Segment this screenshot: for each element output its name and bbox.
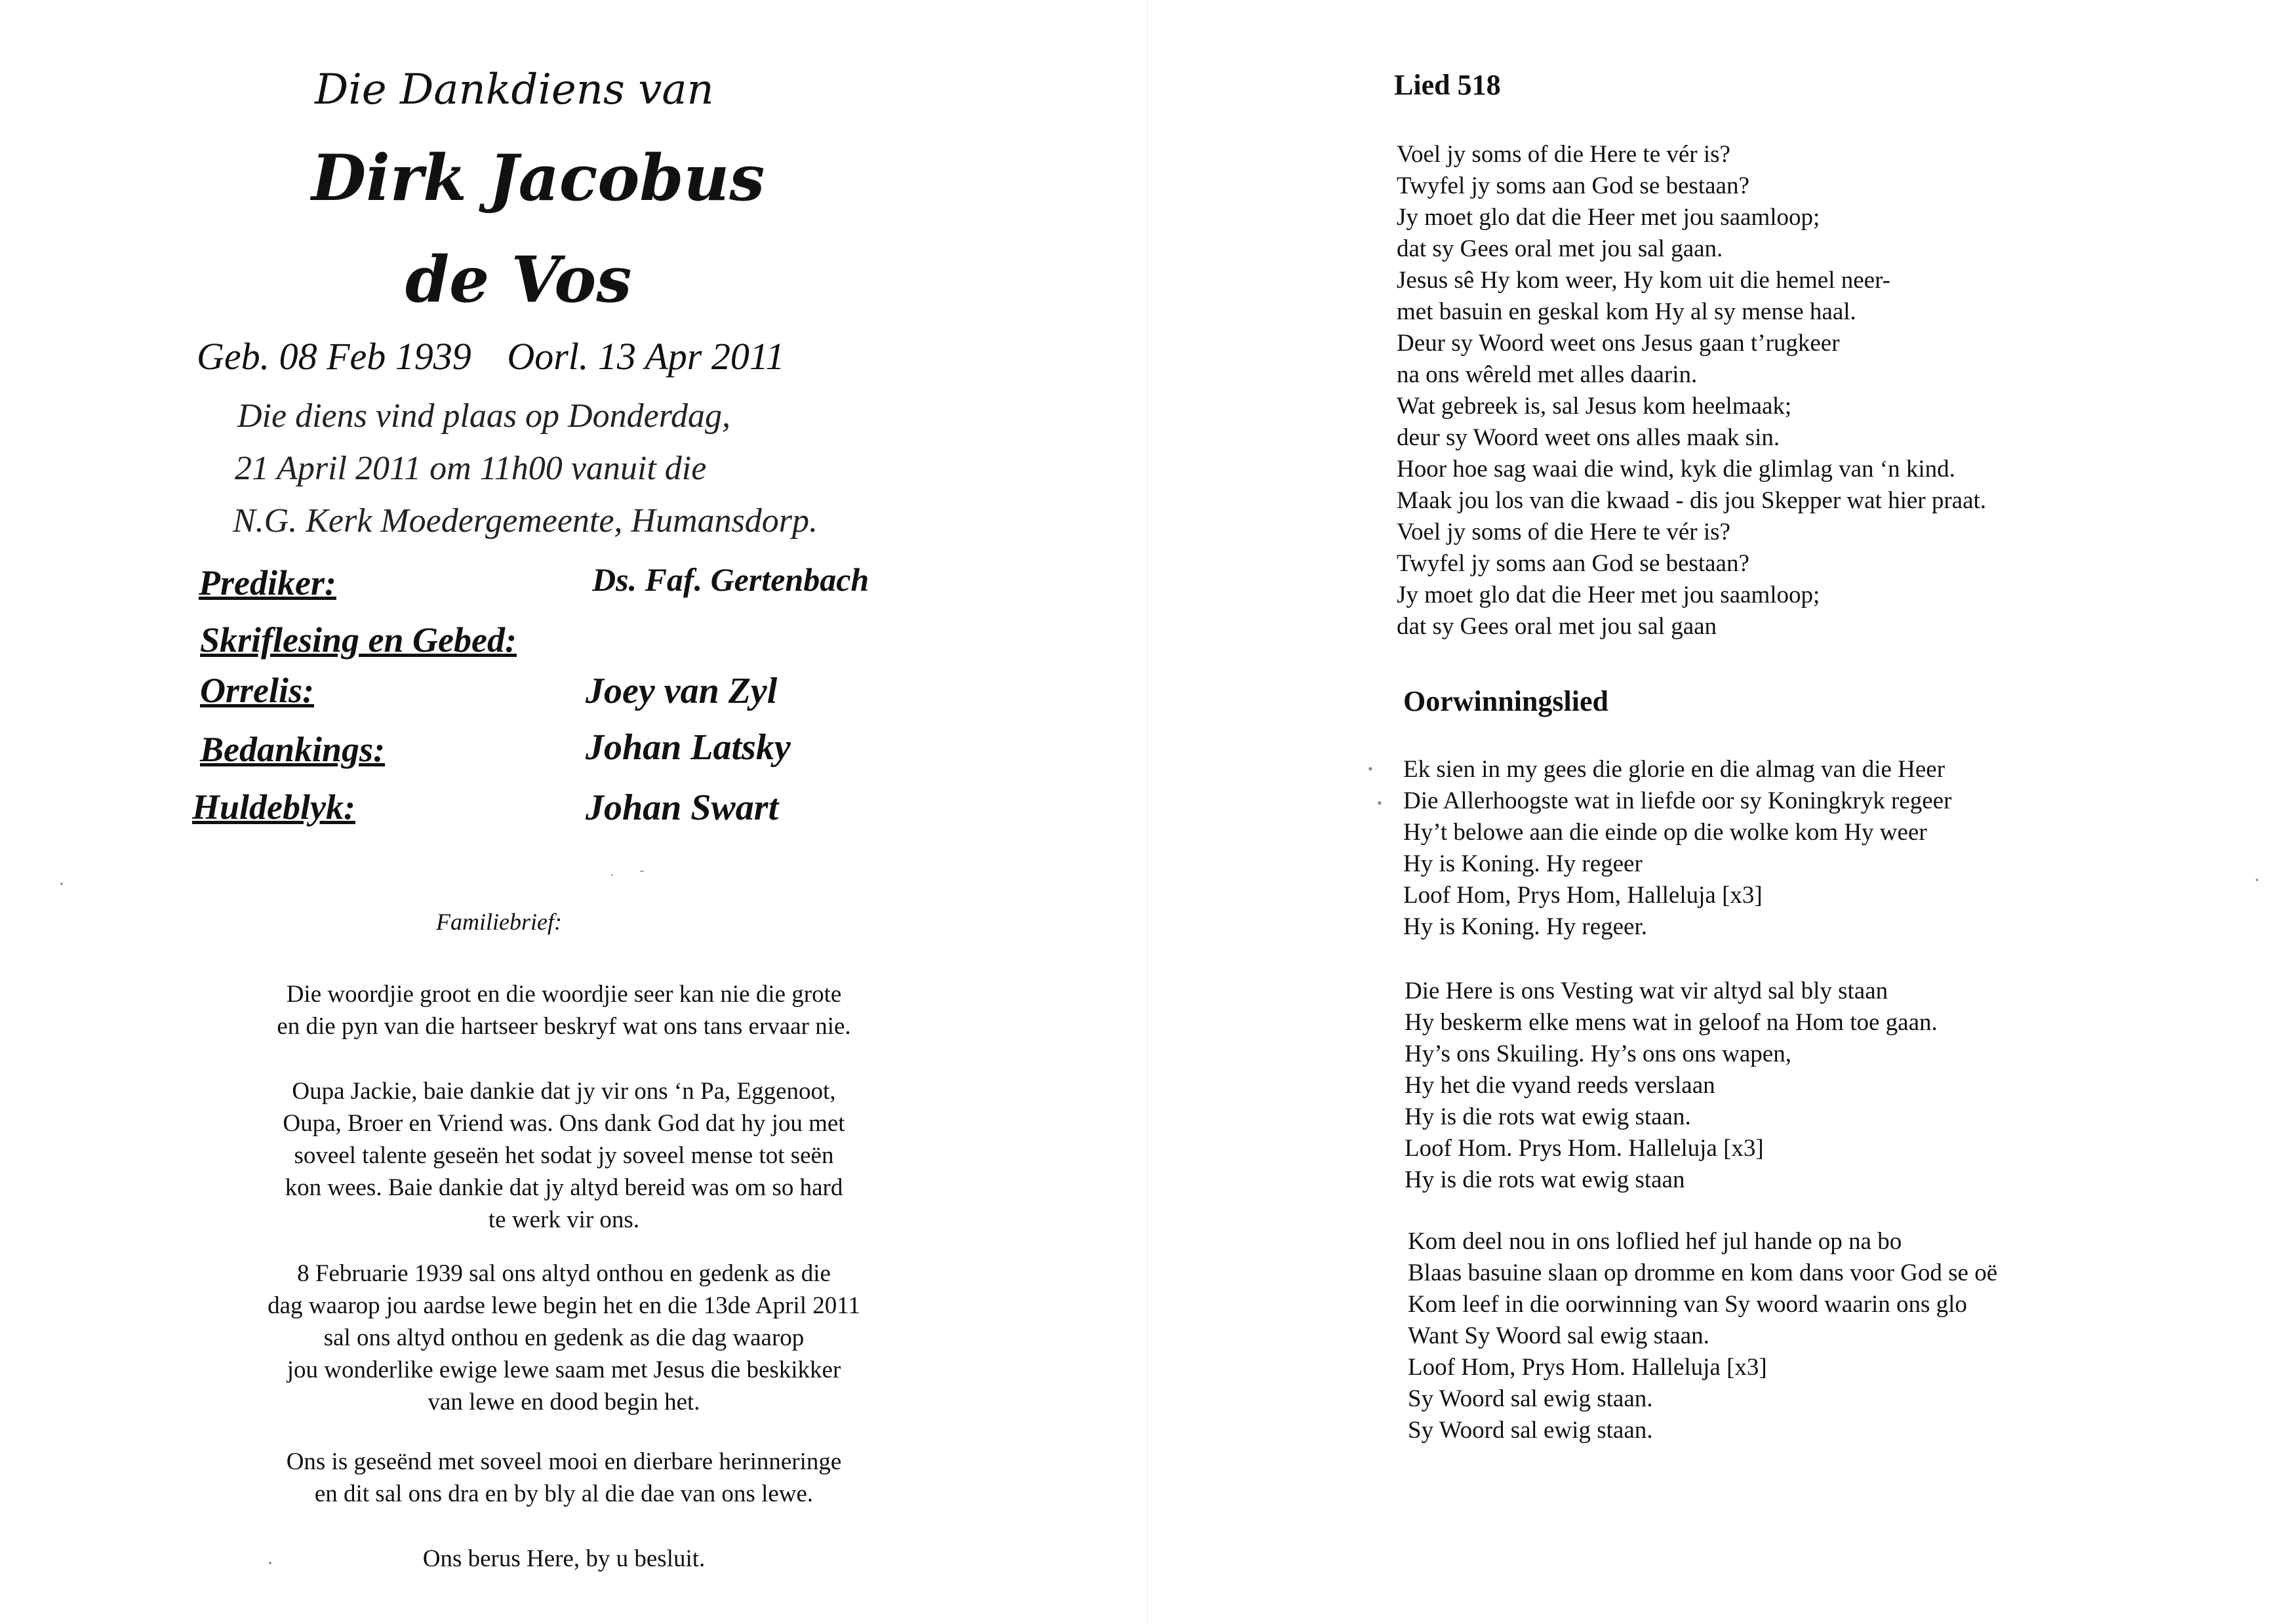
life-dates xyxy=(197,334,785,378)
role-label: Bedankings: xyxy=(200,730,386,769)
letter-paragraph xyxy=(157,1075,970,1236)
scan-speck: ˘ xyxy=(639,867,645,883)
lyric-line: Want Sy Woord sal ewig staan. xyxy=(1408,1322,1709,1349)
lyric-line: Hy’s ons Skuiling. Hy’s ons ons wapen, xyxy=(1405,1040,1791,1067)
lyric-line: Sy Woord sal ewig staan. xyxy=(1408,1417,1653,1444)
closing-line xyxy=(157,1543,970,1575)
lyric-line: na ons wêreld met alles daarin. xyxy=(1397,361,1698,388)
lyric-line: Hy beskerm elke mens wat in geloof na Hom toe gaan. xyxy=(1405,1009,1938,1036)
song-verse xyxy=(1405,976,1938,1196)
lyric-line: Maak jou los van die kwaad - dis jou Skepper wat hier praat. xyxy=(1397,487,1987,514)
lyric-line: Wat gebreek is, sal Jesus kom heelmaak; xyxy=(1397,393,1792,420)
song-verse xyxy=(1408,1226,1997,1446)
lyric-line: Kom deel nou in ons loflied hef jul hande op na bo xyxy=(1408,1228,1902,1255)
lyric-line: Jy moet glo dat die Heer met jou saamloop; xyxy=(1397,204,1820,231)
role-person: Johan Latsky xyxy=(586,727,791,768)
role-person: Joey van Zyl xyxy=(586,671,778,711)
role-person: Johan Swart xyxy=(586,787,779,828)
song-title: Lied 518 xyxy=(1394,69,1501,101)
lyric-line: Hy is Koning. Hy regeer xyxy=(1403,850,1643,877)
lyric-line: Hy’t belowe aan die einde op die wolke kom Hy weer xyxy=(1403,819,1927,846)
birth-date: Geb. 08 Feb 1939 xyxy=(197,335,471,378)
letter-line: 8 Februarie 1939 sal ons altyd onthou en gedenk as die xyxy=(297,1260,831,1287)
letter-line: Oupa Jackie, baie dankie dat jy vir ons ‘n Pa, Eggenoot, xyxy=(292,1078,836,1105)
lyric-line: Loof Hom, Prys Hom, Halleluja [x3] xyxy=(1403,882,1763,909)
scan-speck: · xyxy=(610,867,615,883)
letter-line: jou wonderlike ewige lewe saam met Jesus die beskikker xyxy=(287,1357,841,1383)
lyric-line: Blaas basuine slaan op dromme en kom dans voor God se oë xyxy=(1408,1259,1998,1286)
family-letter-heading: Familiebrief: xyxy=(436,909,562,935)
role-label: Huldeblyk: xyxy=(192,787,355,827)
role-person: Ds. Faf. Gertenbach xyxy=(592,561,869,598)
lyric-line: Twyfel jy soms aan God se bestaan? xyxy=(1397,172,1749,199)
letter-line: Die woordjie groot en die woordjie seer kan nie die grote xyxy=(286,981,842,1008)
lyric-line: dat sy Gees oral met jou sal gaan. xyxy=(1397,235,1723,262)
letter-line: dag waarop jou aardse lewe begin het en die 13de April 2011 xyxy=(268,1292,860,1319)
lyric-line: Kom leef in die oorwinning van Sy woord waarin ons glo xyxy=(1408,1291,1967,1318)
lyric-line: Hy is die rots wat ewig staan. xyxy=(1405,1103,1691,1130)
lyric-line: Deur sy Woord weet ons Jesus gaan t’rugkeer xyxy=(1397,330,1840,357)
letter-line: en die pyn van die hartseer beskryf wat ons tans ervaar nie. xyxy=(277,1013,851,1040)
lyric-line: dat sy Gees oral met jou sal gaan xyxy=(1397,613,1717,640)
lyric-line: Hy is die rots wat ewig staan xyxy=(1405,1166,1685,1193)
letter-paragraph xyxy=(157,1446,970,1510)
scan-speck: • xyxy=(1377,795,1382,811)
death-date: Oorl. 13 Apr 2011 xyxy=(507,335,785,378)
lyric-line: Jy moet glo dat die Heer met jou saamloop; xyxy=(1397,582,1820,608)
lyric-line: Die Here is ons Vesting wat vir altyd sal bly staan xyxy=(1405,978,1888,1004)
letter-line: Ons berus Here, by u besluit. xyxy=(422,1545,706,1572)
lyric-line: Twyfel jy soms aan God se bestaan? xyxy=(1397,550,1749,577)
letter-paragraph xyxy=(157,1258,970,1418)
lyric-line: Die Allerhoogste wat in liefde oor sy Koningkryk regeer xyxy=(1403,787,1952,814)
service-line: Die diens vind plaas op Donderdag, xyxy=(237,397,730,435)
song-title: Oorwinningslied xyxy=(1403,685,1608,717)
letter-paragraph xyxy=(157,978,970,1042)
scan-speck xyxy=(269,1562,271,1564)
lyric-line: Sy Woord sal ewig staan. xyxy=(1408,1385,1653,1412)
title-line1: Die Dankdiens van xyxy=(315,66,714,114)
lyric-line: met basuin en geskal kom Hy al sy mense haal. xyxy=(1397,298,1856,325)
lyric-line: Hy het die vyand reeds verslaan xyxy=(1405,1072,1715,1099)
role-label: Prediker: xyxy=(199,563,336,603)
lyric-line: Loof Hom, Prys Hom. Halleluja [x3] xyxy=(1408,1354,1767,1381)
scan-speck xyxy=(2256,879,2258,881)
song-lyrics xyxy=(1397,139,1986,643)
service-line: N.G. Kerk Moedergemeente, Humansdorp. xyxy=(233,502,818,540)
lyric-line: Ek sien in my gees die glorie en die almag van die Heer xyxy=(1403,756,1946,783)
lyric-line: Loof Hom. Prys Hom. Halleluja [x3] xyxy=(1405,1135,1764,1162)
lyric-line: deur sy Woord weet ons alles maak sin. xyxy=(1397,424,1780,451)
lyric-line: Voel jy soms of die Here te vér is? xyxy=(1397,141,1730,168)
letter-line: en dit sal ons dra en by bly al die dae van ons lewe. xyxy=(314,1480,814,1507)
lyric-line: Jesus sê Hy kom weer, Hy kom uit die hemel neer- xyxy=(1397,267,1891,294)
service-line: 21 April 2011 om 11h00 vanuit die xyxy=(235,450,707,487)
lyric-line: Hy is Koning. Hy regeer. xyxy=(1403,913,1647,940)
scan-speck xyxy=(60,882,63,885)
letter-line: van lewe en dood begin het. xyxy=(428,1389,700,1416)
scan-speck: • xyxy=(1368,761,1373,777)
letter-line: Ons is geseënd met soveel mooi en dierbare herinneringe xyxy=(286,1448,842,1475)
lyric-line: Voel jy soms of die Here te vér is? xyxy=(1397,519,1730,545)
letter-line: sal ons altyd onthou en gedenk as die dag waarop xyxy=(323,1324,805,1351)
letter-line: soveel talente geseën het sodat jy soveel mense tot seën xyxy=(294,1142,834,1169)
role-label: Skriflesing en Gebed: xyxy=(200,620,517,660)
lyric-line: Hoor hoe sag waai die wind, kyk die glimlag van ‘n kind. xyxy=(1397,456,1955,483)
letter-line: kon wees. Baie dankie dat jy altyd bereid was om so hard xyxy=(285,1174,843,1201)
role-label: Orrelis: xyxy=(200,671,314,710)
deceased-surname: de Vos xyxy=(405,243,632,317)
letter-line: te werk vir ons. xyxy=(488,1206,640,1233)
song-verse xyxy=(1403,754,1951,943)
letter-line: Oupa, Broer en Vriend was. Ons dank God dat hy jou met xyxy=(283,1110,845,1137)
deceased-name: Dirk Jacobus xyxy=(311,141,765,215)
